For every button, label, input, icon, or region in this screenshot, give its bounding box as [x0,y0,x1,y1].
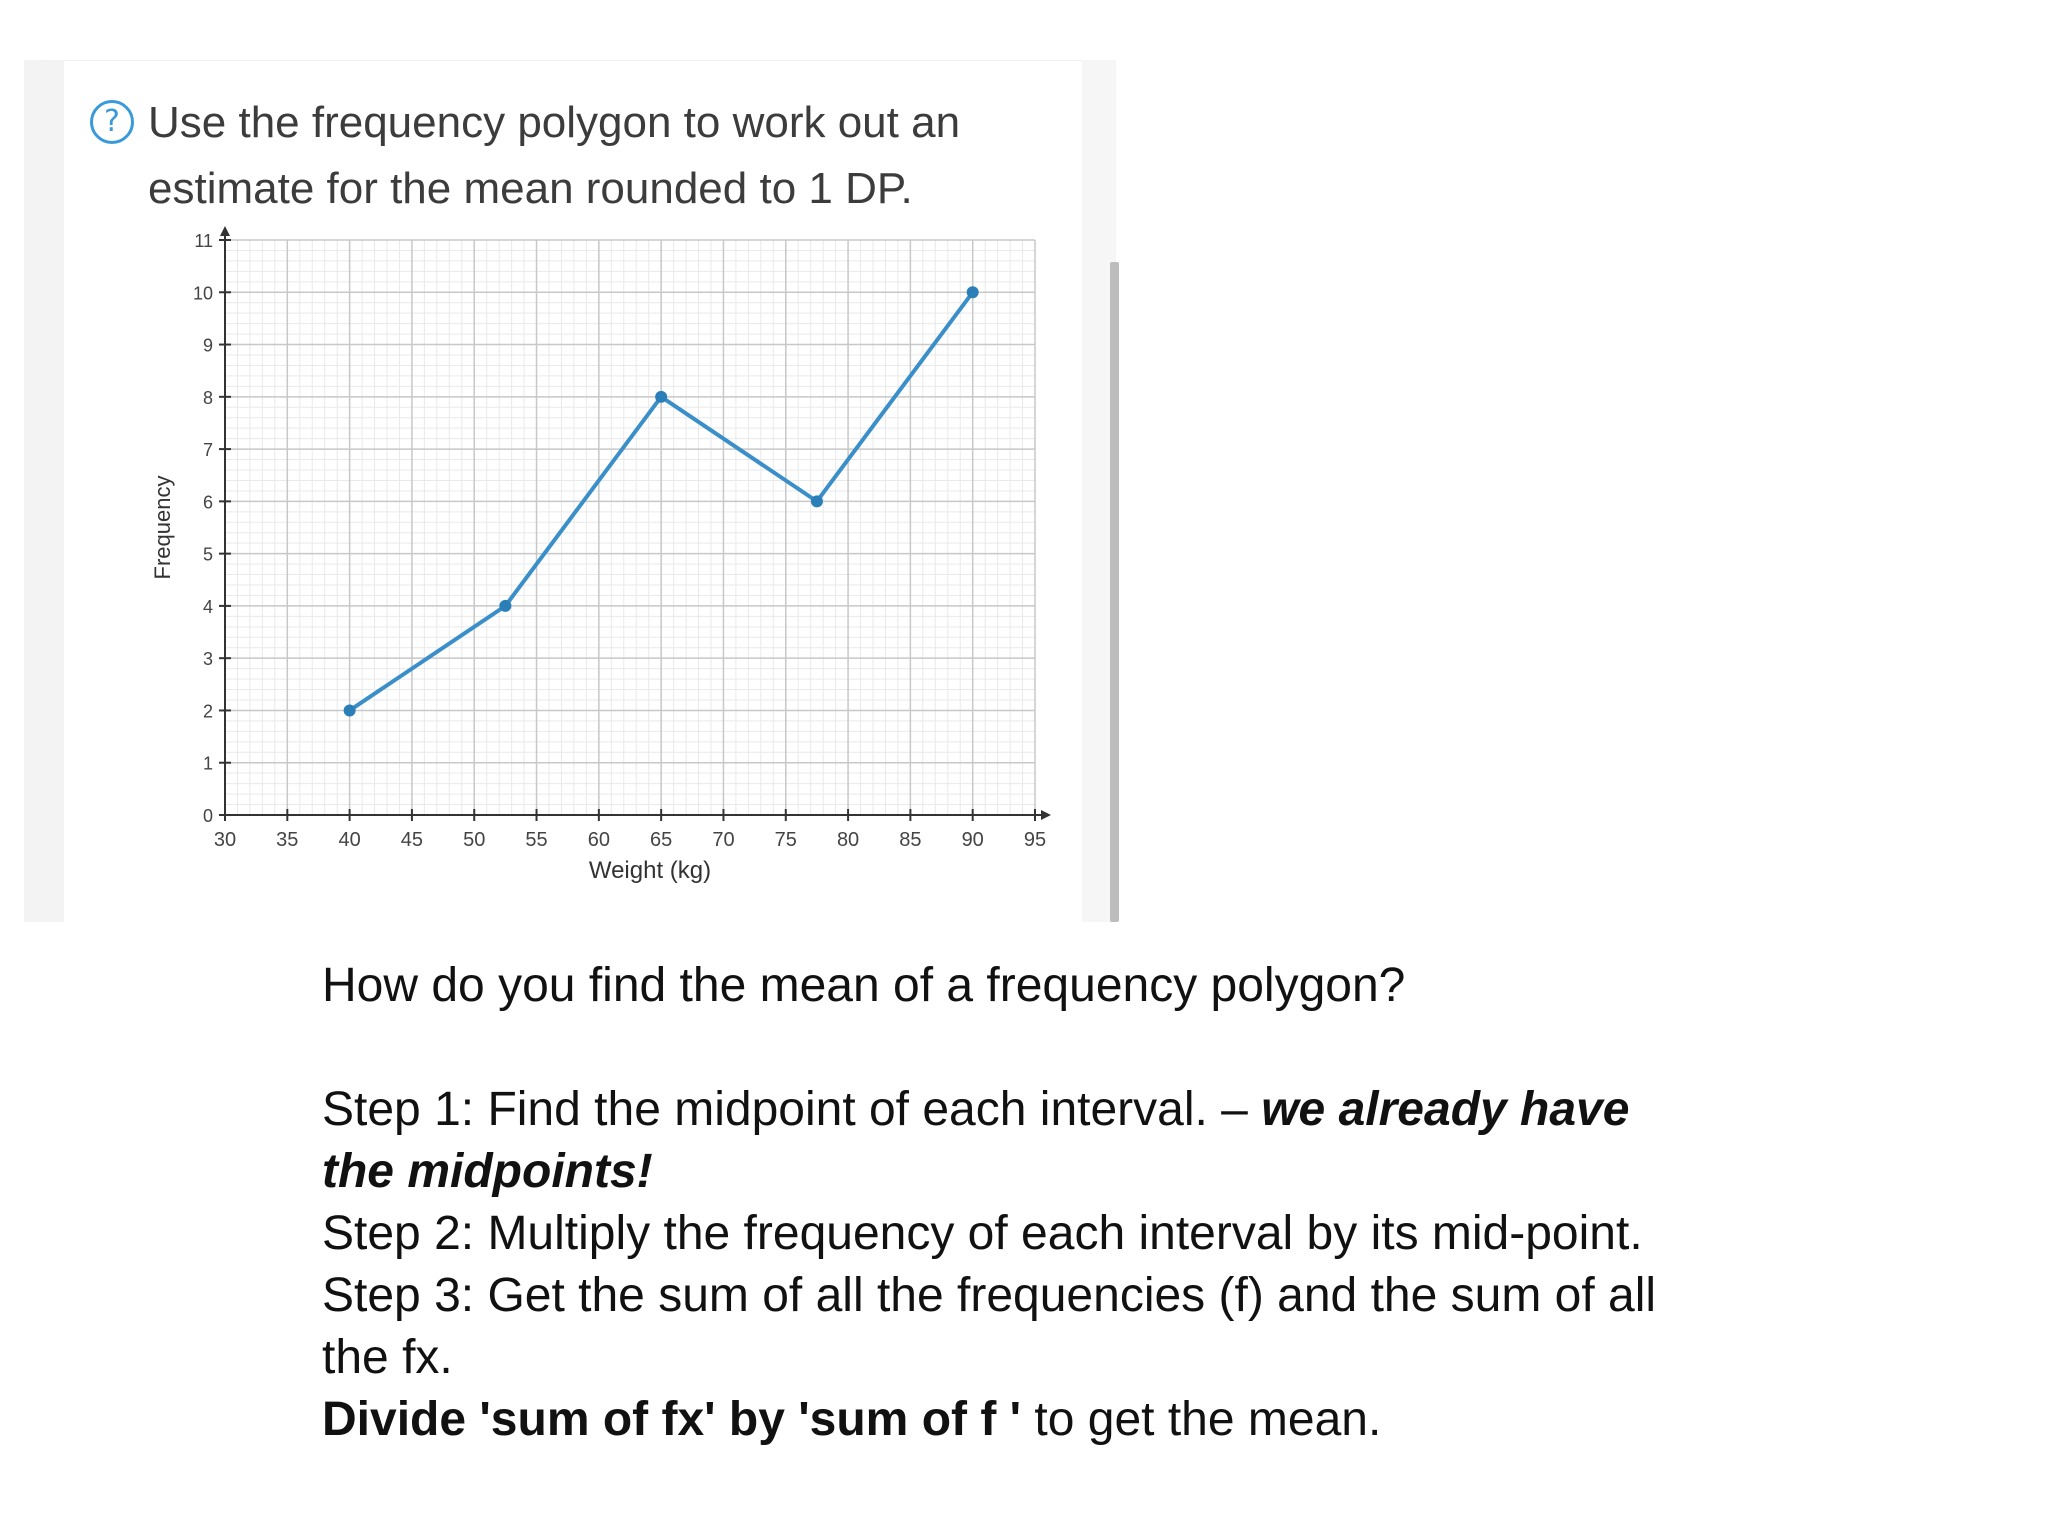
question-circle-icon: ? [90,100,134,144]
y-tick-label: 3 [202,649,213,670]
step-1 [322,1079,1702,1203]
y-tick-label: 6 [202,492,213,513]
x-tick-label: 30 [213,829,237,851]
y-tick-label: 8 [202,387,213,408]
y-axis-label: Frequency [150,475,175,580]
y-tick-label: 10 [192,283,213,304]
x-tick-label: 55 [525,829,548,851]
y-axis-arrow [220,226,230,236]
x-tick-label: 40 [338,829,361,851]
data-point [499,600,511,612]
y-tick-label: 9 [202,335,213,356]
x-axis-arrow [1041,810,1051,820]
data-point [967,286,979,298]
data-point [655,391,667,403]
data-point [344,704,356,716]
explanation-heading: How do you find the mean of a frequency polygon? [322,959,1406,1012]
step-3: Step 3: Get the sum of all the frequencies (f) and the sum of all the fx. [322,1269,1657,1384]
x-tick-label: 85 [899,829,922,851]
x-tick-label: 75 [774,829,797,851]
x-tick-label: 70 [712,829,735,851]
final-step-bold: Divide 'sum of fx' by 'sum of f ' [322,1393,1022,1446]
x-tick-label: 60 [587,829,610,851]
step-2: Step 2: Multiply the frequency of each interval by its mid-point. [322,1207,1643,1260]
frequency-polygon-chart [140,220,1060,890]
y-tick-label: 4 [202,596,213,617]
data-point [811,495,823,507]
x-tick-label: 35 [276,829,299,851]
x-tick-label: 95 [1023,829,1047,851]
step-1-text: Step 1: Find the midpoint of each interval. – [322,1083,1262,1136]
y-tick-label: 1 [202,753,213,774]
scrollbar[interactable] [1110,262,1119,922]
y-tick-label: 0 [202,806,213,826]
x-tick-label: 80 [836,829,860,851]
explanation [322,955,1702,1451]
step-1-emphasis: we already have the midpoints! [322,1083,1630,1198]
y-tick-label: 7 [202,440,213,461]
x-axis-label: Weight (kg) [588,857,712,884]
x-tick-label: 65 [650,829,673,851]
final-step-rest: to get the mean. [1021,1393,1382,1446]
x-tick-label: 45 [400,829,424,851]
final-step [322,1389,1702,1451]
x-tick-label: 50 [463,829,486,851]
x-tick-label: 90 [961,829,984,851]
y-tick-label: 5 [202,544,213,565]
y-tick-label: 2 [202,701,213,722]
y-tick-label: 11 [194,231,213,251]
question-text: Use the frequency polygon to work out an estimate for the mean rounded to 1 DP. [148,98,961,213]
